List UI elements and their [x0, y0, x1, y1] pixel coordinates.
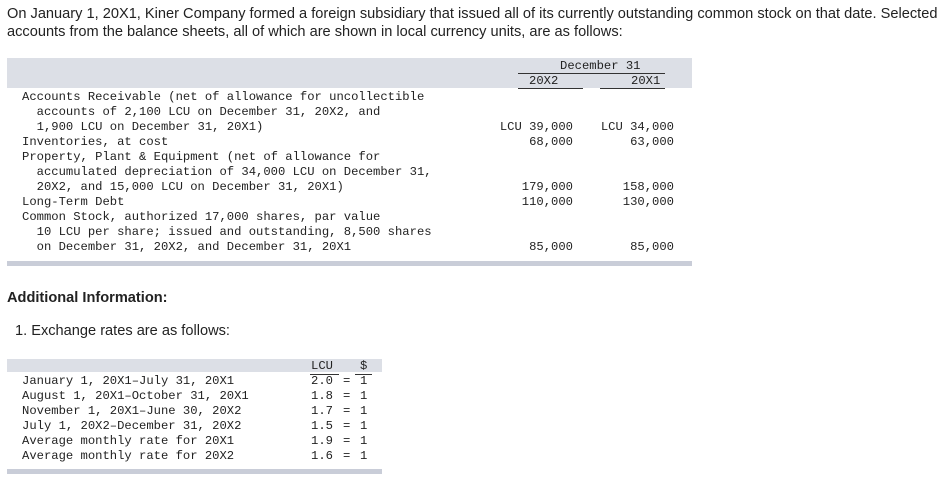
- rate-usd: 1: [360, 389, 368, 403]
- rate-period: November 1, 20X1–June 30, 20X2: [22, 404, 242, 418]
- row-label-line: accumulated depreciation of 34,000 LCU on December 31,: [22, 165, 432, 179]
- value-20x2: 85,000: [529, 240, 573, 254]
- rate-lcu: 1.5: [311, 419, 333, 433]
- intro-paragraph: On January 1, 20X1, Kiner Company formed a foreign subsidiary that issued all of its currently outstanding common stock on that date. Selected accounts from the balance sheets, all of which are shown in local currency units, are as follows:: [7, 6, 938, 40]
- rate-period: Average monthly rate for 20X2: [22, 449, 235, 463]
- value-20x1: 63,000: [630, 135, 674, 149]
- row-label-line: accounts of 2,100 LCU on December 31, 20X2, and: [22, 105, 381, 119]
- value-20x1: 85,000: [630, 240, 674, 254]
- value-20x2: 179,000: [521, 180, 573, 194]
- rate-usd: 1: [360, 404, 368, 418]
- additional-info-heading: Additional Information:: [7, 290, 168, 306]
- table-bottom-bar: [7, 469, 382, 474]
- rate-usd: 1: [360, 434, 368, 448]
- value-20x2: 110,000: [521, 195, 573, 209]
- rate-lcu: 1.6: [311, 449, 333, 463]
- rate-period: July 1, 20X2–December 31, 20X2: [22, 419, 242, 433]
- column-header-20x1: 20X1: [631, 74, 661, 88]
- row-label-line: Inventories, at cost: [22, 135, 169, 149]
- exchange-rate-table: [7, 359, 382, 475]
- header-underline-20x1: [600, 88, 665, 89]
- rate-equals: =: [343, 374, 351, 388]
- rate-lcu: 2.0: [311, 374, 333, 388]
- rate-usd: 1: [360, 449, 368, 463]
- value-20x1: 130,000: [622, 195, 674, 209]
- row-label-line: Property, Plant & Equipment (net of allowance for: [22, 150, 381, 164]
- rate-period: August 1, 20X1–October 31, 20X1: [22, 389, 249, 403]
- row-label-line: 1,900 LCU on December 31, 20X1): [22, 120, 264, 134]
- rate-lcu: 1.8: [311, 389, 333, 403]
- row-label-line: Long-Term Debt: [22, 195, 125, 209]
- rate-equals: =: [343, 434, 351, 448]
- row-label-line: on December 31, 20X2, and December 31, 20X1: [22, 240, 352, 254]
- row-label-line: Common Stock, authorized 17,000 shares, par value: [22, 210, 381, 224]
- header-underline-20x2: [518, 88, 583, 89]
- column-group-header: December 31: [560, 59, 641, 73]
- balance-sheet-table: [7, 58, 692, 266]
- rate-lcu: 1.7: [311, 404, 333, 418]
- rate-usd: 1: [360, 374, 368, 388]
- column-header-usd: $: [360, 359, 368, 373]
- exchange-rates-title: 1. Exchange rates are as follows:: [15, 323, 230, 339]
- rate-equals: =: [343, 449, 351, 463]
- value-20x2: 68,000: [529, 135, 573, 149]
- table-bottom-bar: [7, 261, 692, 266]
- value-20x1: LCU 34,000: [600, 120, 674, 134]
- rate-equals: =: [343, 404, 351, 418]
- rate-period: January 1, 20X1–July 31, 20X1: [22, 374, 235, 388]
- rate-usd: 1: [360, 419, 368, 433]
- rate-equals: =: [343, 419, 351, 433]
- value-20x2: LCU 39,000: [499, 120, 573, 134]
- row-label-line: Accounts Receivable (net of allowance for uncollectible: [22, 90, 425, 104]
- column-header-20x2: 20X2: [529, 74, 559, 88]
- column-header-lcu: LCU: [311, 359, 333, 373]
- rate-equals: =: [343, 389, 351, 403]
- row-label-line: 20X2, and 15,000 LCU on December 31, 20X1): [22, 180, 344, 194]
- value-20x1: 158,000: [622, 180, 674, 194]
- rate-lcu: 1.9: [311, 434, 333, 448]
- row-label-line: 10 LCU per share; issued and outstanding, 8,500 shares: [22, 225, 432, 239]
- rate-period: Average monthly rate for 20X1: [22, 434, 235, 448]
